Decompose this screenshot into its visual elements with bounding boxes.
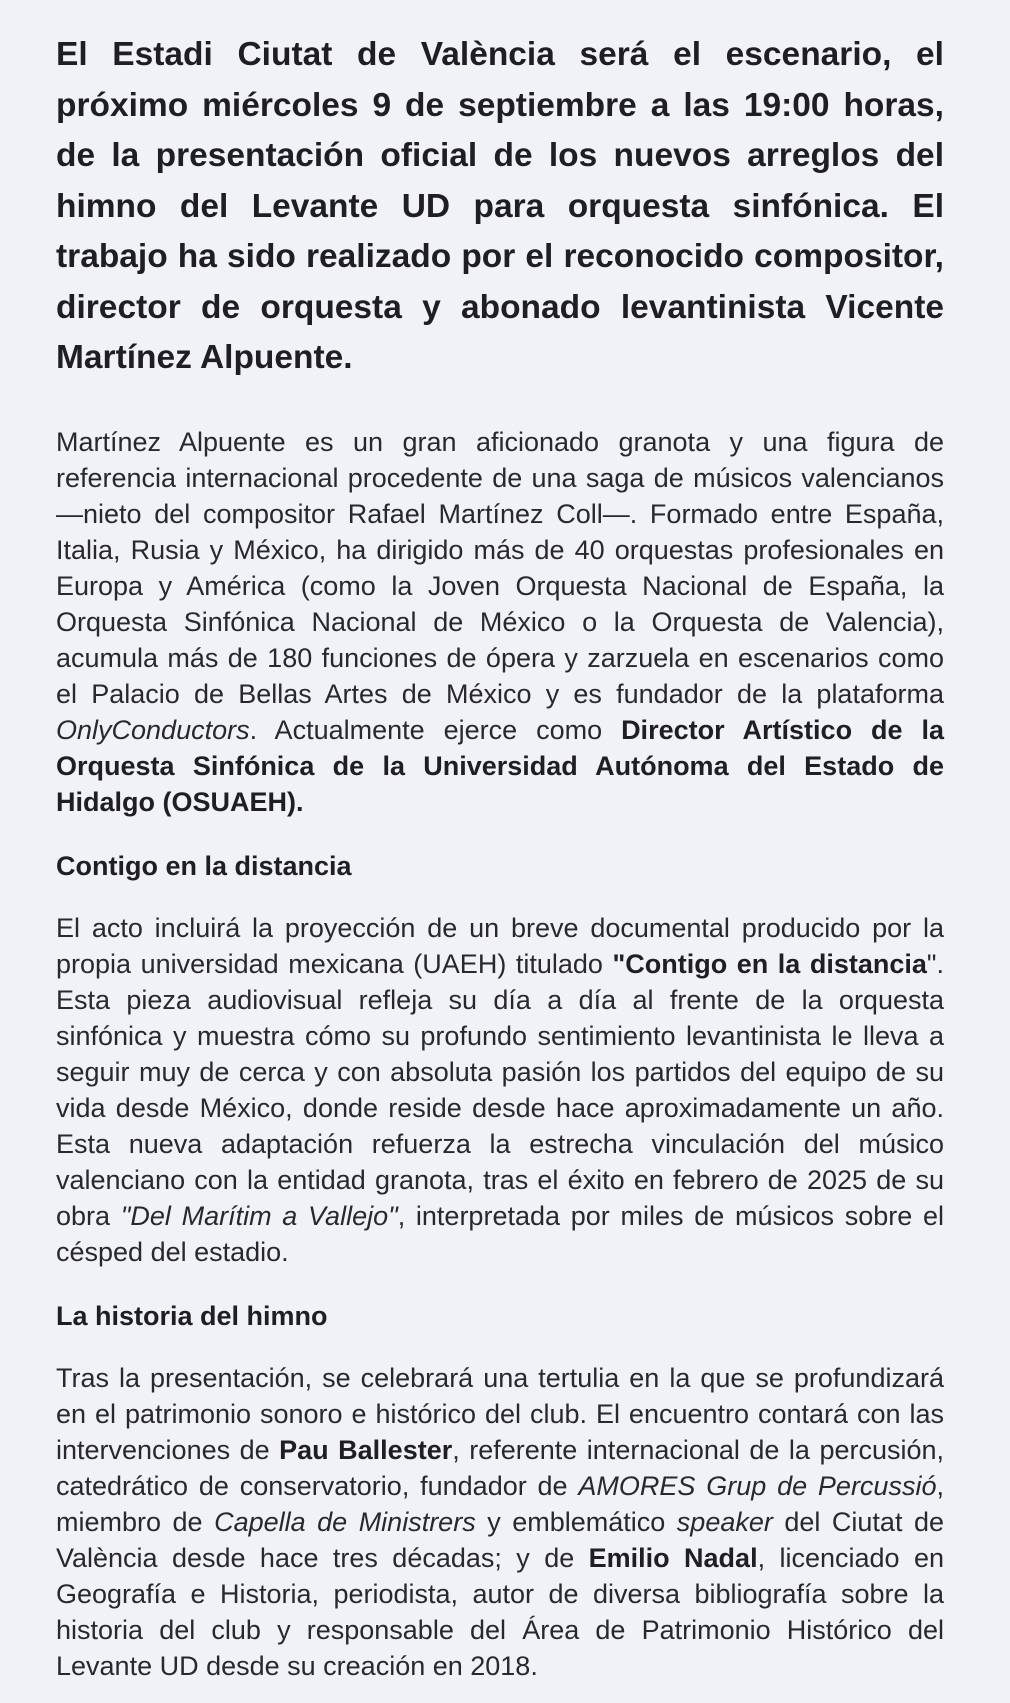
text-span: , referente internacional de la percusión, catedrático de conservatorio, fundador de	[56, 1434, 945, 1501]
paragraph-tertulia	[56, 1360, 944, 1684]
text-span: El acto incluirá la proyección de un breve documental producido por la propia universidad mexicana (UAEH) titulado	[56, 912, 944, 979]
italic-text: speaker	[676, 1506, 773, 1537]
text-span: y emblemático	[475, 1506, 677, 1537]
italic-text: OnlyConductors	[56, 714, 250, 745]
text-span: , licenciado en Geografía e Historia, periodista, autor de diversa bibliografía sobre la historia del club y responsable del Área de Patrimonio Histórico del Levante UD desde su creación en 2018.	[56, 1542, 944, 1681]
text-span: Martínez Alpuente es un gran aficionado granota y una figura de referencia internacional procedente de una saga de músicos valencianos —nieto del compositor Rafael Martínez Coll—. Formado entre España, Italia, Rusia y México, ha dirigido más de 40 orquestas profesionales en Europa y América (como la Joven Orquesta Nacional de España, la Orquesta Sinfónica Nacional de México o la Orquesta de Valencia), acumula más de 180 funciones de ópera y zarzuela en escenarios como el Palacio de Bellas Artes de México y es fundador de la plataforma	[56, 426, 944, 709]
article-body	[56, 30, 944, 1684]
italic-text: "Del Marítim a Vallejo"	[120, 1200, 398, 1231]
paragraph-documentary	[56, 910, 944, 1270]
text-span: , miembro de	[56, 1470, 944, 1537]
text-span: del Ciutat de València desde hace tres décadas; y de	[56, 1506, 944, 1573]
bold-text: "Contigo en la distancia	[612, 948, 927, 979]
text-span: Tras la presentación, se celebrará una tertulia en la que se profundizará en el patrimonio sonoro e histórico del club. El encuentro contará con las intervenciones de	[56, 1362, 944, 1465]
bold-text: Emilio Nadal	[588, 1542, 758, 1573]
paragraph-biography	[56, 424, 944, 820]
text-span: , interpretada por miles de músicos sobre el césped del estadio.	[56, 1200, 944, 1267]
lead-paragraph: El Estadi Ciutat de València será el escenario, el próximo miércoles 9 de septiembre a las 19:00 horas, de la presentación oficial de los nuevos arreglos del himno del Levante UD para orquesta sinfónica. El trabajo ha sido realizado por el reconocido compositor, director de orquesta y abonado levantinista Vicente Martínez Alpuente.	[56, 36, 944, 376]
italic-text: AMORES Grup de Percussió	[578, 1470, 937, 1501]
text-span: ". Esta pieza audiovisual refleja su día a día al frente de la orquesta sinfónica y muestra cómo su profundo sentimiento levantinista le lleva a seguir muy de cerca y con absoluta pasión los partidos del equipo de su vida desde México, donde reside desde hace aproximadamente un año. Esta nueva adaptación refuerza la estrecha vinculación del músico valenciano con la entidad granota, tras el éxito en febrero de 2025 de su obra	[56, 948, 944, 1231]
bold-text: Pau Ballester	[279, 1434, 453, 1465]
bold-text: Director Artístico de la Orquesta Sinfónica de la Universidad Autónoma del Estado de Hidalgo (OSUAEH).	[56, 714, 944, 817]
italic-text: Capella de Ministrers	[214, 1506, 476, 1537]
text-span: . Actualmente ejerce como	[249, 714, 622, 745]
subheading-historia: La historia del himno	[56, 1300, 328, 1331]
subheading-contigo: Contigo en la distancia	[56, 850, 352, 881]
